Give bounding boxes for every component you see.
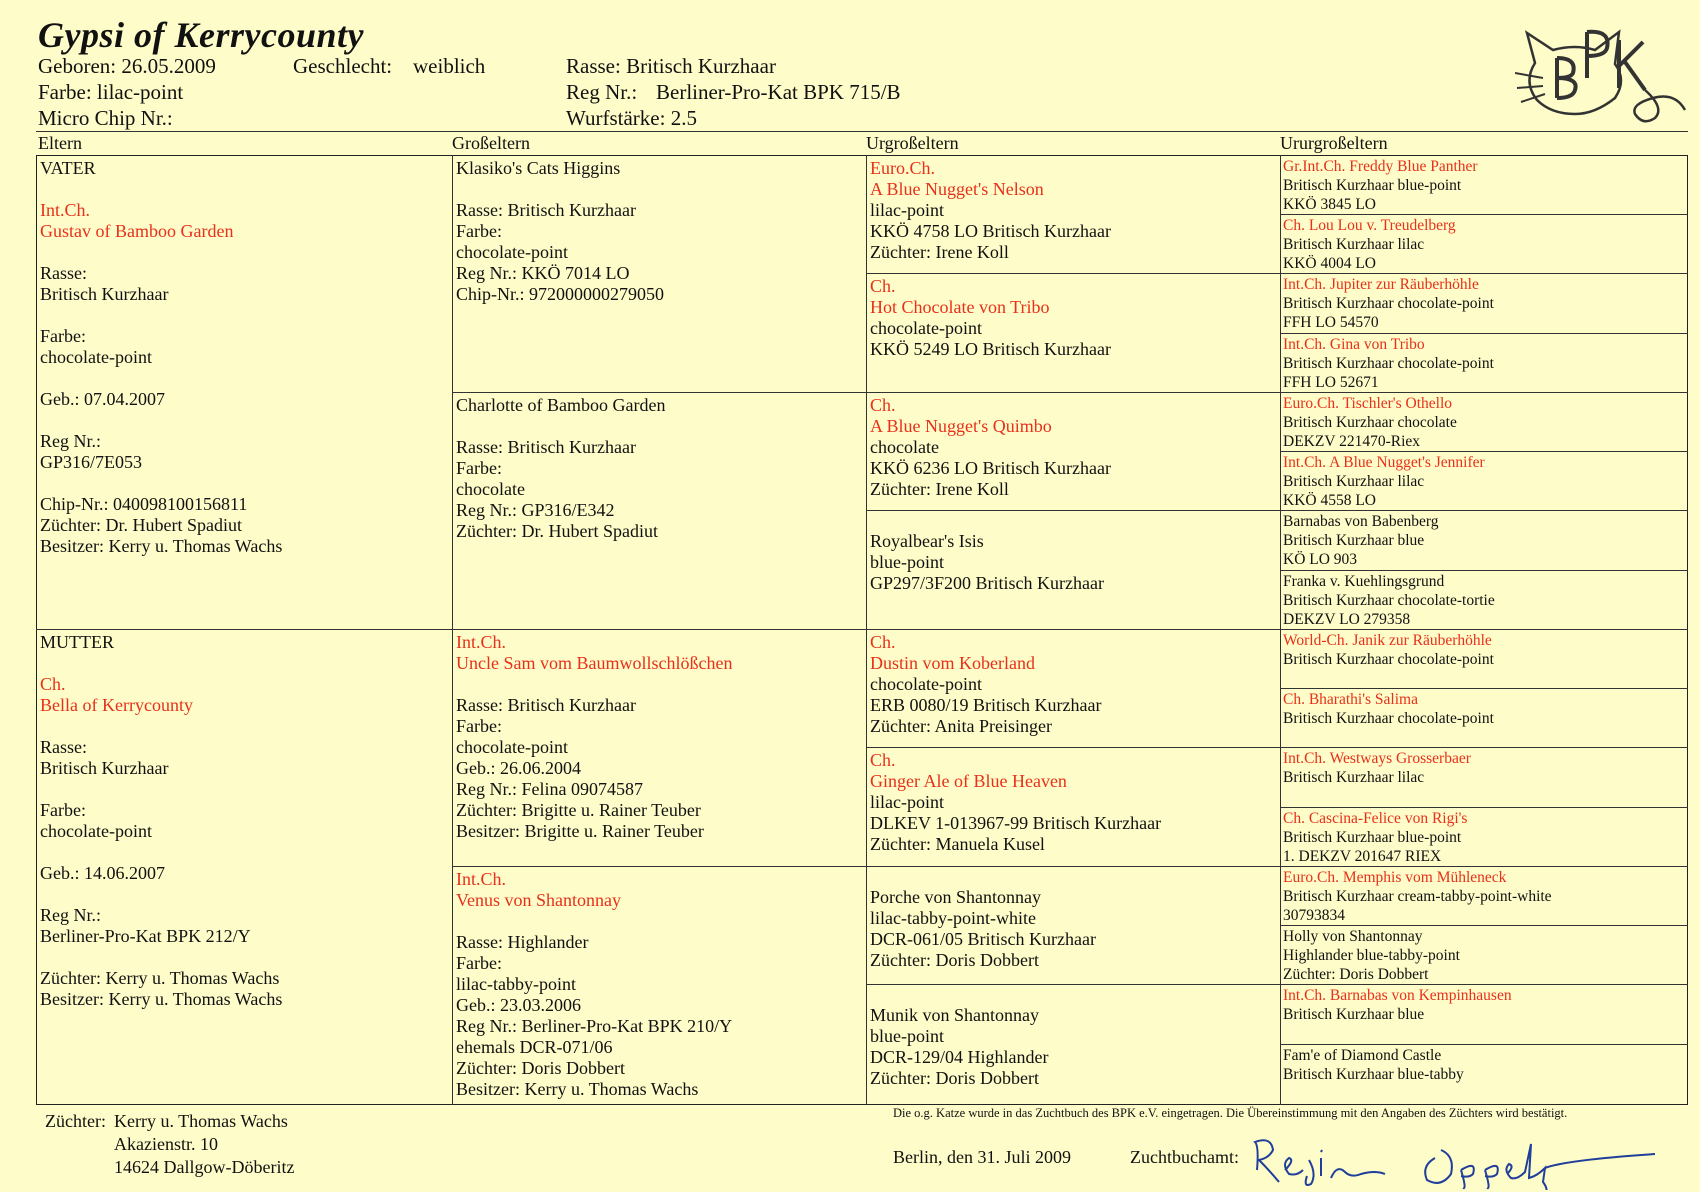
great-great-grandparent-cell [1281, 1045, 1687, 1104]
father-breeder: Züchter: Dr. Hubert Spadiut [40, 515, 242, 535]
father-color: chocolate-point [40, 347, 152, 367]
great-grandparent-cell [867, 748, 1279, 865]
great-great-grandparent-name: Barnabas von Babenberg [1283, 513, 1439, 530]
great-grandparent-line: chocolate-point [870, 674, 982, 694]
great-great-grandparent-name: Franka v. Kuehlingsgrund [1283, 573, 1445, 590]
great-great-grandparent-name: Ch. Bharathi's Salima [1283, 691, 1418, 708]
great-great-grandparent-cell [1281, 985, 1687, 1043]
great-great-grandparent-line: KKÖ 4004 LO [1283, 255, 1376, 272]
grandparent-name: Charlotte of Bamboo Garden [456, 395, 666, 415]
great-grandparent-line: Züchter: Doris Dobbert [870, 950, 1039, 970]
great-grandparent-line: blue-point [870, 1026, 944, 1046]
great-great-grandparent-line: Britisch Kurzhaar lilac [1283, 473, 1425, 490]
great-great-grandparent-cell [1281, 926, 1687, 984]
father-owner: Besitzer: Kerry u. Thomas Wachs [40, 536, 283, 556]
great-great-grandparent-line: FFH LO 54570 [1283, 314, 1379, 331]
father-color-label: Farbe: [40, 326, 86, 346]
footer-city: 14624 Dallgow-Döberitz [114, 1157, 295, 1177]
mother-cell [37, 630, 451, 1104]
great-great-grandparent-cell [1281, 808, 1687, 865]
great-great-grandparent-cell [1281, 689, 1687, 746]
great-great-grandparent-cell [1281, 156, 1687, 213]
great-grandparent-line: lilac-point [870, 792, 944, 812]
great-great-grandparent-name: Ch. Cascina-Felice von Rigi's [1283, 810, 1468, 827]
grandparent-line: ehemals DCR-071/06 [456, 1037, 613, 1057]
great-grandparent-line: KKÖ 5249 LO Britisch Kurzhaar [870, 339, 1111, 359]
father-role: VATER [40, 158, 96, 178]
great-great-grandparent-line: Britisch Kurzhaar blue-point [1283, 177, 1462, 194]
great-grandparent-line: DLKEV 1-013967-99 Britisch Kurzhaar [870, 813, 1162, 833]
great-grandparent-cell [867, 985, 1279, 1104]
column-heading-great-grandparents: Urgroßeltern [866, 133, 959, 153]
great-great-grandparent-line: Britisch Kurzhaar chocolate-point [1283, 295, 1494, 312]
great-grandparent-line: DCR-061/05 Britisch Kurzhaar [870, 929, 1096, 949]
grandparent-cell [453, 630, 865, 865]
great-great-grandparent-name: Int.Ch. A Blue Nugget's Jennifer [1283, 454, 1485, 471]
mother-breed-label: Rasse: [40, 737, 87, 757]
father-reg-label: Reg Nr.: [40, 431, 101, 451]
great-grandparent-title: Ch. [870, 632, 896, 652]
grandparent-line: Geb.: 26.06.2004 [456, 758, 581, 778]
great-grandparent-name: Hot Chocolate von Tribo [870, 297, 1050, 317]
great-great-grandparent-line: FFH LO 52671 [1283, 374, 1379, 391]
great-great-grandparent-line: Highlander blue-tabby-point [1283, 947, 1460, 964]
grandparent-line: Geb.: 23.03.2006 [456, 995, 581, 1015]
grandparent-line: Besitzer: Kerry u. Thomas Wachs [456, 1079, 699, 1099]
great-grandparent-line: ERB 0080/19 Britisch Kurzhaar [870, 695, 1102, 715]
great-great-grandparent-cell [1281, 630, 1687, 687]
column-heading-grandparents: Großeltern [452, 133, 530, 153]
grandparent-line: Züchter: Brigitte u. Rainer Teuber [456, 800, 701, 820]
grandparent-line: chocolate-point [456, 242, 568, 262]
grandparent-line: Farbe: [456, 716, 502, 736]
header-microchip: Micro Chip Nr.: [38, 106, 173, 130]
registration-note: Die o.g. Katze wurde in das Zuchtbuch des BPK e.V. eingetragen. Die Übereinstimmung mit den Angaben des Züchters wird bestätigt. [893, 1106, 1568, 1120]
great-great-grandparent-line: Britisch Kurzhaar lilac [1283, 236, 1425, 253]
great-great-grandparent-line: Britisch Kurzhaar blue-tabby [1283, 1066, 1464, 1083]
grandparent-cell [453, 867, 865, 1104]
great-great-grandparent-name: Euro.Ch. Memphis vom Mühleneck [1283, 869, 1507, 886]
grandparent-line: Rasse: Britisch Kurzhaar [456, 437, 636, 457]
great-grandparent-cell [867, 630, 1279, 746]
great-grandparent-cell [867, 274, 1279, 391]
great-grandparent-line: lilac-tabby-point-white [870, 908, 1036, 928]
pedigree-title: Gypsi of Kerrycounty [38, 15, 364, 55]
header-gender: weiblich [413, 54, 486, 78]
studbook-office-label: Zuchtbuchamt: [1130, 1147, 1239, 1167]
great-great-grandparent-cell [1281, 571, 1687, 628]
great-grandparent-title: Ch. [870, 750, 896, 770]
great-great-grandparent-line: Britisch Kurzhaar cream-tabby-point-white [1283, 888, 1552, 905]
great-great-grandparent-name: Euro.Ch. Tischler's Othello [1283, 395, 1452, 412]
great-great-grandparent-name: Int.Ch. Westways Grosserbaer [1283, 750, 1471, 767]
column-heading-great-great-grandparents: Ururgroßeltern [1280, 133, 1388, 153]
bpk-cat-logo [1515, 18, 1690, 128]
great-great-grandparent-line: 1. DEKZV 201647 RIEX [1283, 848, 1442, 865]
mother-born: Geb.: 14.06.2007 [40, 863, 165, 883]
great-great-grandparent-cell [1281, 274, 1687, 332]
great-grandparent-name: Ginger Ale of Blue Heaven [870, 771, 1067, 791]
grandparent-cell [453, 156, 865, 391]
father-breed: Britisch Kurzhaar [40, 284, 169, 304]
great-grandparent-title: Ch. [870, 395, 896, 415]
column-heading-parents: Eltern [38, 133, 82, 153]
grandparent-name: Uncle Sam vom Baumwollschlößchen [456, 653, 733, 673]
footer-breeder-name: Kerry u. Thomas Wachs [114, 1111, 288, 1131]
great-great-grandparent-name: Ch. Lou Lou v. Treudelberg [1283, 217, 1456, 234]
great-great-grandparent-name: Int.Ch. Barnabas von Kempinhausen [1283, 987, 1512, 1004]
great-great-grandparent-line: Britisch Kurzhaar lilac [1283, 769, 1425, 786]
header-reg: Berliner-Pro-Kat BPK 715/B [656, 80, 901, 104]
grandparent-line: Besitzer: Brigitte u. Rainer Teuber [456, 821, 704, 841]
grandparent-title: Int.Ch. [456, 869, 507, 889]
grandparent-name: Venus von Shantonnay [456, 890, 621, 910]
great-great-grandparent-cell [1281, 334, 1687, 391]
great-grandparent-cell [867, 393, 1279, 509]
grandparent-line: lilac-tabby-point [456, 974, 576, 994]
mother-reg: Berliner-Pro-Kat BPK 212/Y [40, 926, 251, 946]
great-grandparent-cell [867, 156, 1279, 272]
handwritten-signature [1245, 1130, 1665, 1190]
great-grandparent-name: Munik von Shantonnay [870, 1005, 1039, 1025]
father-name: Gustav of Bamboo Garden [40, 221, 234, 241]
great-great-grandparent-cell [1281, 452, 1687, 509]
great-great-grandparent-line: Britisch Kurzhaar chocolate [1283, 414, 1457, 431]
grandparent-line: Chip-Nr.: 972000000279050 [456, 284, 665, 304]
header-divider [36, 131, 1688, 132]
mother-breed: Britisch Kurzhaar [40, 758, 169, 778]
great-grandparent-line: Züchter: Anita Preisinger [870, 716, 1052, 736]
great-great-grandparent-cell [1281, 215, 1687, 273]
grandparent-line: chocolate-point [456, 737, 568, 757]
mother-breeder: Züchter: Kerry u. Thomas Wachs [40, 968, 280, 988]
great-grandparent-line: DCR-129/04 Highlander [870, 1047, 1049, 1067]
footer-breeder-label: Züchter: [45, 1111, 106, 1131]
grandparent-line: Farbe: [456, 221, 502, 241]
mother-owner: Besitzer: Kerry u. Thomas Wachs [40, 989, 283, 1009]
header-born: Geboren: 26.05.2009 [38, 54, 216, 78]
great-great-grandparent-cell [1281, 393, 1687, 450]
great-grandparent-name: Porche von Shantonnay [870, 887, 1041, 907]
great-grandparent-line: chocolate [870, 437, 939, 457]
great-grandparent-line: Züchter: Manuela Kusel [870, 834, 1045, 854]
great-great-grandparent-name: Int.Ch. Jupiter zur Räuberhöhle [1283, 276, 1479, 293]
great-grandparent-line: Züchter: Irene Koll [870, 479, 1009, 499]
header-gender-label: Geschlecht: [293, 54, 393, 78]
great-grandparent-line: Züchter: Doris Dobbert [870, 1068, 1039, 1088]
grandparent-line: Züchter: Doris Dobbert [456, 1058, 625, 1078]
great-great-grandparent-line: Britisch Kurzhaar blue [1283, 532, 1425, 549]
grandparent-line: Reg Nr.: Felina 09074587 [456, 779, 643, 799]
great-great-grandparent-line: DEKZV 221470-Riex [1283, 433, 1421, 450]
father-reg: GP316/7E053 [40, 452, 143, 472]
header-color: Farbe: lilac-point [38, 80, 184, 104]
great-great-grandparent-line: Britisch Kurzhaar blue [1283, 1006, 1425, 1023]
father-breed-label: Rasse: [40, 263, 87, 283]
great-grandparent-line: GP297/3F200 Britisch Kurzhaar [870, 573, 1104, 593]
mother-name: Bella of Kerrycounty [40, 695, 193, 715]
mother-color-label: Farbe: [40, 800, 86, 820]
great-great-grandparent-line: Britisch Kurzhaar blue-point [1283, 829, 1462, 846]
great-grandparent-line: lilac-point [870, 200, 944, 220]
mother-color: chocolate-point [40, 821, 152, 841]
footer-street: Akazienstr. 10 [114, 1134, 218, 1154]
grandparent-line: Züchter: Dr. Hubert Spadiut [456, 521, 658, 541]
great-great-grandparent-line: Britisch Kurzhaar chocolate-point [1283, 710, 1494, 727]
great-grandparent-name: A Blue Nugget's Quimbo [870, 416, 1052, 436]
great-grandparent-title: Ch. [870, 276, 896, 296]
mother-title: Ch. [40, 674, 66, 694]
great-grandparent-name: Dustin vom Koberland [870, 653, 1035, 673]
grandparent-cell [453, 393, 865, 628]
father-cell [37, 156, 451, 628]
great-grandparent-cell [867, 867, 1279, 983]
header-breed: Rasse: Britisch Kurzhaar [566, 54, 776, 78]
grandparent-line: Farbe: [456, 458, 502, 478]
mother-reg-label: Reg Nr.: [40, 905, 101, 925]
great-great-grandparent-line: KÖ LO 903 [1283, 551, 1358, 568]
great-great-grandparent-line: KKÖ 3845 LO [1283, 196, 1376, 213]
great-grandparent-line: KKÖ 6236 LO Britisch Kurzhaar [870, 458, 1111, 478]
grandparent-line: Reg Nr.: GP316/E342 [456, 500, 615, 520]
great-grandparent-line: KKÖ 4758 LO Britisch Kurzhaar [870, 221, 1111, 241]
great-grandparent-name: A Blue Nugget's Nelson [870, 179, 1044, 199]
father-title: Int.Ch. [40, 200, 91, 220]
great-great-grandparent-line: Britisch Kurzhaar chocolate-tortie [1283, 592, 1495, 609]
great-great-grandparent-cell [1281, 511, 1687, 569]
great-great-grandparent-cell [1281, 748, 1687, 806]
great-great-grandparent-name: Holly von Shantonnay [1283, 928, 1423, 945]
place-date: Berlin, den 31. Juli 2009 [893, 1147, 1071, 1167]
great-grandparent-line: blue-point [870, 552, 944, 572]
grandparent-line: Reg Nr.: Berliner-Pro-Kat BPK 210/Y [456, 1016, 733, 1036]
great-great-grandparent-name: Fam'e of Diamond Castle [1283, 1047, 1442, 1064]
great-great-grandparent-name: Int.Ch. Gina von Tribo [1283, 336, 1425, 353]
great-grandparent-line: chocolate-point [870, 318, 982, 338]
great-great-grandparent-name: Gr.Int.Ch. Freddy Blue Panther [1283, 158, 1478, 175]
great-grandparent-title: Euro.Ch. [870, 158, 935, 178]
great-great-grandparent-line: DEKZV LO 279358 [1283, 611, 1411, 628]
great-great-grandparent-line: 30793834 [1283, 907, 1345, 924]
great-great-grandparent-line: KKÖ 4558 LO [1283, 492, 1376, 509]
grandparent-line: Farbe: [456, 953, 502, 973]
father-born: Geb.: 07.04.2007 [40, 389, 165, 409]
father-chip: Chip-Nr.: 040098100156811 [40, 494, 248, 514]
great-great-grandparent-name: World-Ch. Janik zur Räuberhöhle [1283, 632, 1492, 649]
grandparent-name: Klasiko's Cats Higgins [456, 158, 621, 178]
header-litter: Wurfstärke: 2.5 [566, 106, 697, 130]
grandparent-title: Int.Ch. [456, 632, 507, 652]
great-great-grandparent-line: Züchter: Doris Dobbert [1283, 966, 1429, 983]
grandparent-line: Rasse: Britisch Kurzhaar [456, 695, 636, 715]
great-great-grandparent-line: Britisch Kurzhaar chocolate-point [1283, 355, 1494, 372]
great-great-grandparent-line: Britisch Kurzhaar chocolate-point [1283, 651, 1494, 668]
grandparent-line: Rasse: Highlander [456, 932, 589, 952]
great-great-grandparent-cell [1281, 867, 1687, 924]
grandparent-line: Reg Nr.: KKÖ 7014 LO [456, 263, 630, 283]
great-grandparent-line: Züchter: Irene Koll [870, 242, 1009, 262]
header-reg-label: Reg Nr.: [566, 80, 638, 104]
great-grandparent-cell [867, 511, 1279, 628]
grandparent-line: Rasse: Britisch Kurzhaar [456, 200, 636, 220]
grandparent-line: chocolate [456, 479, 525, 499]
mother-role: MUTTER [40, 632, 114, 652]
great-grandparent-name: Royalbear's Isis [870, 531, 984, 551]
